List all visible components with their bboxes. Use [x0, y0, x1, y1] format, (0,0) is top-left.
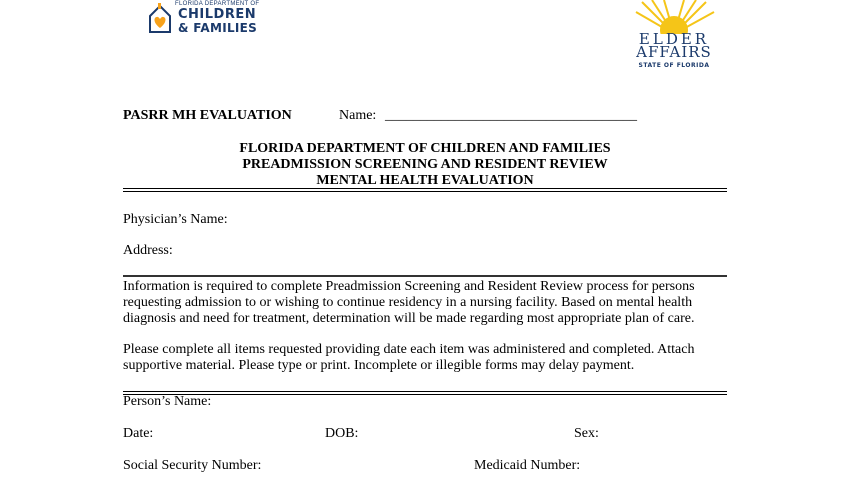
dob-label: DOB:: [325, 426, 359, 441]
title-line3: MENTAL HEALTH EVALUATION: [316, 173, 534, 188]
instructions-line: supportive material. Please type or print. Incomplete or illegible forms may delay payment.: [123, 358, 635, 373]
title-line1: FLORIDA DEPARTMENT OF CHILDREN AND FAMILIES: [239, 141, 611, 156]
sun-icon: [628, 0, 720, 34]
name-label: Name:: [339, 108, 377, 123]
elder-logo-line3: STATE OF FLORIDA: [638, 62, 710, 69]
instructions-paragraph-2: [123, 342, 743, 374]
name-line[interactable]: ____________________________________: [385, 108, 637, 123]
instructions-line: Information is required to complete Preadmission Screening and Resident Review process for persons: [123, 279, 695, 294]
house-heart-icon: [148, 2, 172, 34]
dcf-logo-line2: & FAMILIES: [178, 21, 258, 35]
sex-label: Sex:: [574, 426, 599, 441]
instructions-line: Please complete all items requested providing date each item was administered and completed. Attach: [123, 342, 695, 357]
medicaid-label: Medicaid Number:: [474, 458, 581, 473]
address-label: Address:: [123, 243, 173, 258]
elder-logo-line2: AFFAIRS: [636, 43, 712, 61]
dcf-logo-line1: CHILDREN: [178, 7, 257, 22]
dcf-logo: [148, 0, 268, 40]
instructions-line: requesting admission to or wishing to continue residency in a nursing facility. Based on mental health: [123, 295, 693, 310]
instructions-paragraph-1: [123, 279, 743, 327]
instructions-divider: [123, 275, 727, 277]
elder-affairs-logo: [628, 0, 720, 72]
elder-logo-line1: ELDER: [638, 30, 710, 48]
person-name-label: Person’s Name:: [123, 394, 212, 409]
dcf-logo-small-text: FLORIDA DEPARTMENT OF: [175, 1, 260, 7]
physician-name-label: Physician’s Name:: [123, 212, 228, 227]
person-divider: [123, 391, 727, 395]
date-label: Date:: [123, 426, 154, 441]
title-line2: PREADMISSION SCREENING AND RESIDENT REVIEW: [242, 157, 608, 172]
ssn-label: Social Security Number:: [123, 458, 262, 473]
title-divider: [123, 188, 727, 192]
instructions-line: diagnosis and need for treatment, determination will be made regarding most appropriate plan of care.: [123, 311, 695, 326]
form-code: PASRR MH EVALUATION: [123, 108, 292, 123]
